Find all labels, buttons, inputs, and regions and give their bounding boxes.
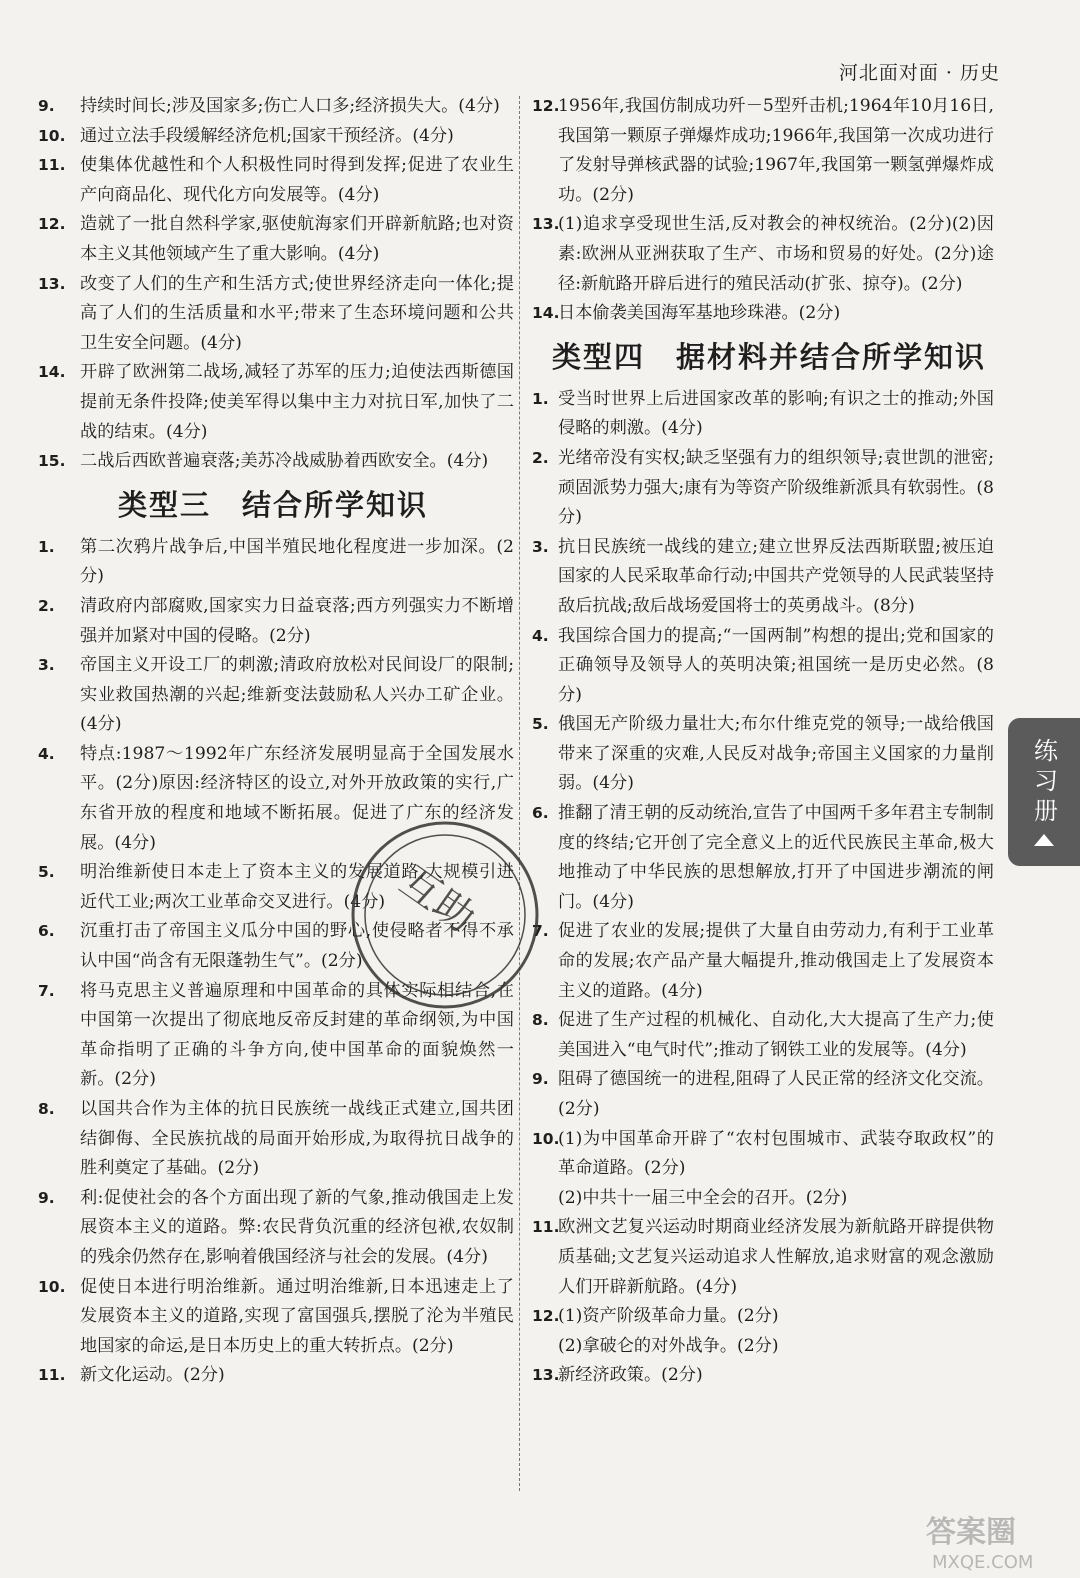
answer-text <box>558 444 994 533</box>
answer-number: 5. <box>532 715 549 734</box>
svg-text:互助: 互助 <box>391 858 484 942</box>
answer-item <box>532 1361 994 1391</box>
answer-text <box>558 799 994 917</box>
answer-text <box>558 385 994 444</box>
answer-item <box>36 151 514 210</box>
answer-text <box>80 270 514 359</box>
answer-item <box>532 622 994 711</box>
answer-number: 11. <box>532 1218 560 1237</box>
answer-text <box>80 592 514 651</box>
answer-number: 12. <box>532 97 560 115</box>
answer-text-main: 阻碍了德国统一的进程,阻碍了人民正常的经济文化交流。(2分) <box>558 1069 994 1119</box>
answer-item <box>532 710 994 799</box>
answer-item <box>36 740 514 858</box>
answer-number: 11. <box>38 1366 66 1385</box>
answer-number: 2. <box>38 596 55 615</box>
answer-item <box>36 1361 514 1391</box>
answer-number: 3. <box>38 656 55 675</box>
answer-text-main: 新经济政策。(2分) <box>558 1365 703 1386</box>
answer-item <box>36 92 514 122</box>
answer-text <box>558 622 994 711</box>
answer-item <box>532 1213 994 1302</box>
answer-text <box>80 447 514 477</box>
answer-text-main: 促使日本进行明治维新。通过明治维新,日本迅速走上了发展资本主义的道路,实现了富国强兵,摆脱了沦为半殖民地国家的命运,是日本历史上的重大转折点。(2分) <box>80 1276 514 1356</box>
answer-text-main: 特点:1987～1992年广东经济发展明显高于全国发展水平。(2分)原因:经济特区的设立,对外开放政策的实行,广东省开放的程度和地域不断拓展。促进了广东的经济发展。(4分) <box>80 743 514 853</box>
triangle-up-icon <box>1034 834 1054 846</box>
answer-item <box>532 1302 994 1361</box>
answer-text <box>80 358 514 447</box>
answer-text <box>558 917 994 1006</box>
answer-text-main: 改变了人们的生产和生活方式;使世界经济走向一体化;提高了人们的生活质量和水平;带来了生态环境问题和公共卫生安全问题。(4分) <box>80 273 514 353</box>
answer-text-main: (1)资产阶级革命力量。(2分) <box>558 1306 779 1327</box>
answer-text-main: (1)为中国革命开辟了“农村包围城市、武装夺取政权”的革命道路。(2分) <box>558 1128 994 1179</box>
answer-text <box>80 858 514 917</box>
section-title-type3: 类型三 结合所学知识 <box>118 487 429 522</box>
answer-text-main: 将马克思主义普遍原理和中国革命的具体实际相结合,在中国第一次提出了彻底地反帝反封建的革命纲领,为中国革命指明了正确的斗争方向,使中国革命的面貌焕然一新。(2分) <box>80 980 514 1090</box>
answer-item <box>532 299 994 329</box>
answer-text-main: 日本偷袭美国海军基地珍珠港。(2分) <box>558 303 841 324</box>
answer-item <box>36 1184 514 1273</box>
answer-text <box>80 1095 514 1184</box>
side-tab-exercise-book[interactable] <box>1008 718 1080 866</box>
answer-item <box>36 533 514 592</box>
answer-text <box>558 533 994 622</box>
answer-item <box>36 592 514 651</box>
answer-number: 7. <box>532 922 549 941</box>
answer-item <box>36 122 514 152</box>
answer-item <box>532 92 994 210</box>
answer-text-main: 通过立法手段缓解经济危机;国家干预经济。(4分) <box>80 125 454 146</box>
answer-text-main: 新文化运动。(2分) <box>80 1365 225 1386</box>
side-tab-label: 练习册 <box>1029 738 1058 828</box>
answer-number: 1. <box>38 537 55 556</box>
answer-item <box>532 385 994 444</box>
answer-item <box>36 917 514 976</box>
answer-text-main: 造就了一批自然科学家,驱使航海家们开辟新航路;也对资本主义其他领域产生了重大影响。(4分) <box>80 214 514 264</box>
answer-number: 6. <box>38 922 55 941</box>
answer-number: 14. <box>532 304 560 323</box>
answer-text <box>558 1361 994 1391</box>
svg-text:MXQE.COM: MXQE.COM <box>932 1552 1034 1573</box>
answer-item <box>532 533 994 622</box>
answer-number: 3. <box>532 537 549 556</box>
answer-item <box>36 358 514 447</box>
answer-number: 10. <box>532 1129 560 1148</box>
answer-item <box>36 1095 514 1184</box>
left-top-answers <box>36 92 514 477</box>
answer-text <box>80 651 514 740</box>
answer-text-main: 开辟了欧洲第二战场,减轻了苏军的压力;迫使法西斯德国提前无条件投降;使美军得以集中主力对抗日军,加快了二战的结束。(4分) <box>80 362 514 442</box>
answer-number: 13. <box>532 1366 560 1385</box>
answer-text-main: (1)追求享受现世生活,反对教会的神权统治。(2分)(2)因素:欧洲从亚洲获取了生产、市场和贸易的好处。(2分)途径:新航路开辟后进行的殖民活动(扩张、掠夺)。(2分) <box>558 214 994 294</box>
answer-text <box>558 1302 994 1361</box>
answer-item <box>36 651 514 740</box>
answer-number: 12. <box>38 215 66 234</box>
column-divider <box>519 96 520 1491</box>
answer-text-main: 沉重打击了帝国主义瓜分中国的野心,使侵略者不得不承认中国“尚含有无限蓬勃生气”。(2分) <box>80 921 514 972</box>
answer-text <box>558 1213 994 1302</box>
answer-text <box>80 977 514 1095</box>
answer-number: 8. <box>532 1011 549 1030</box>
answer-number: 11. <box>38 156 66 175</box>
answer-text-sub: (2)中共十一届三中全会的召开。(2分) <box>558 1187 848 1208</box>
answer-text <box>80 92 514 122</box>
answer-text <box>558 710 994 799</box>
answer-text <box>80 122 514 152</box>
answer-number: 8. <box>38 1100 55 1118</box>
answer-text-main: 帝国主义开设工厂的刺激;清政府放松对民间设厂的限制;实业救国热潮的兴起;维新变法鼓励私人兴办工矿企业。(4分) <box>80 655 514 735</box>
answer-item <box>36 447 514 477</box>
right-column <box>532 92 994 1391</box>
answer-text-main: 促进了农业的发展;提供了大量自由劳动力,有利于工业革命的发展;农产品产量大幅提升,推动俄国走上了发展资本主义的道路。(4分) <box>558 921 994 1001</box>
answer-text <box>80 1184 514 1273</box>
answer-number: 7. <box>38 981 55 1000</box>
answer-text-main: 使集体优越性和个人积极性同时得到发挥;促进了农业生产向商品化、现代化方向发展等。(4分) <box>80 155 514 205</box>
answer-number: 4. <box>38 744 55 763</box>
answer-item <box>36 977 514 1095</box>
answer-number: 13. <box>38 274 66 293</box>
answer-text <box>80 917 514 976</box>
answer-item <box>532 1006 994 1065</box>
answer-number: 14. <box>38 363 66 382</box>
answer-item <box>532 1065 994 1124</box>
answer-number: 4. <box>532 626 549 645</box>
section-title-type4: 类型四 据材料并结合所学知识 <box>552 339 987 374</box>
svg-text:答案圈: 答案圈 <box>926 1515 1016 1550</box>
answer-number: 10. <box>38 1277 66 1296</box>
answer-number: 9. <box>38 1188 55 1207</box>
answer-text-sub: (2)拿破仑的对外战争。(2分) <box>558 1335 779 1356</box>
corner-logo <box>922 1504 1072 1574</box>
answer-text-main: 明治维新使日本走上了资本主义的发展道路,大规模引进近代工业;两次工业革命交叉进行。(4分) <box>80 862 514 912</box>
answer-text-main: 光绪帝没有实权;缺乏坚强有力的组织领导;袁世凯的泄密;顽固派势力强大;康有为等资产阶级维新派具有软弱性。(8分) <box>558 447 994 528</box>
page-header: 河北面对面 · 历史 <box>838 62 1000 84</box>
answer-item <box>36 1273 514 1362</box>
answer-item <box>36 858 514 917</box>
answer-number: 10. <box>38 126 66 145</box>
answer-text-main: 二战后西欧普遍衰落;美苏冷战威胁着西欧安全。(4分) <box>80 451 489 472</box>
answer-number: 9. <box>532 1070 549 1089</box>
answer-number: 13. <box>532 215 560 234</box>
answer-item <box>532 1125 994 1214</box>
answer-text-main: 促进了生产过程的机械化、自动化,大大提高了生产力;使美国进入“电气时代”;推动了钢铁工业的发展等。(4分) <box>558 1010 994 1060</box>
answer-text <box>558 1006 994 1065</box>
answer-item <box>36 210 514 269</box>
answer-text <box>80 1361 514 1391</box>
left-column <box>36 92 514 1391</box>
answer-text <box>80 210 514 269</box>
answer-number: 5. <box>38 863 55 882</box>
section-type4-answers <box>532 385 994 1391</box>
answer-text-main: 受当时世界上后进国家改革的影响;有识之士的推动;外国侵略的刺激。(4分) <box>558 388 994 439</box>
answer-number: 9. <box>38 97 55 115</box>
answer-text <box>558 210 994 299</box>
answer-text-main: 利:促使社会的各个方面出现了新的气象,推动俄国走上发展资本主义的道路。弊:农民背负沉重的经济包袱,农奴制的残余仍然存在,影响着俄国经济与社会的发展。(4分) <box>80 1187 514 1267</box>
answer-text <box>80 740 514 858</box>
answer-number: 6. <box>532 804 549 823</box>
answer-item <box>532 210 994 299</box>
answer-text <box>558 92 994 210</box>
answer-text <box>80 151 514 210</box>
answer-text <box>558 1065 994 1124</box>
answer-text <box>558 299 994 329</box>
answer-item <box>532 917 994 1006</box>
answer-text-main: 抗日民族统一战线的建立;建立世界反法西斯联盟;被压迫国家的人民采取革命行动;中国共产党领导的人民武装坚持敌后抗战;敌后战场爱国将士的英勇战斗。(8分) <box>558 536 994 616</box>
answer-item <box>532 799 994 917</box>
answer-number: 1. <box>532 389 549 408</box>
answer-text-main: 清政府内部腐败,国家实力日益衰落;西方列强实力不断增强并加紧对中国的侵略。(2分) <box>80 595 514 646</box>
answer-text-main: 1956年,我国仿制成功歼－5型歼击机;1964年10月16日,我国第一颗原子弹爆炸成功;1966年,我国第一次成功进行了发射导弹核武器的试验;1967年,我国第一颗氢弹爆炸成功。(2分) <box>558 96 994 205</box>
answer-item <box>532 444 994 533</box>
answer-text-main: 欧洲文艺复兴运动时期商业经济发展为新航路开辟提供物质基础;文艺复兴运动追求人性解放,追求财富的观念激励人们开辟新航路。(4分) <box>558 1217 994 1297</box>
answer-text <box>80 1273 514 1362</box>
answer-number: 15. <box>38 452 66 471</box>
answer-text-main: 推翻了清王朝的反动统治,宣告了中国两千多年君主专制制度的终结;它开创了完全意义上的近代民族民主革命,极大地推动了中华民族的思想解放,打开了中国进步潮流的闸门。(4分) <box>558 803 994 912</box>
answer-number: 12. <box>532 1307 560 1326</box>
section-type3-answers <box>36 533 514 1391</box>
answer-text-main: 以国共合作为主体的抗日民族统一战线正式建立,国共团结御侮、全民族抗战的局面开始形成,为取得抗日战争的胜利奠定了基础。(2分) <box>80 1099 514 1179</box>
answer-text-main: 俄国无产阶级力量壮大;布尔什维克党的领导;一战给俄国带来了深重的灾难,人民反对战争;帝国主义国家的力量削弱。(4分) <box>558 714 994 794</box>
answer-number: 2. <box>532 448 549 467</box>
answer-text-main: 第二次鸦片战争后,中国半殖民地化程度进一步加深。(2分) <box>80 536 514 587</box>
answer-text-main: 我国综合国力的提高;“一国两制”构想的提出;党和国家的正确领导及领导人的英明决策;祖国统一是历史必然。(8分) <box>558 625 994 705</box>
answer-text <box>558 1125 994 1214</box>
right-top-answers <box>532 92 994 329</box>
answer-text <box>80 533 514 592</box>
answer-text-main: 持续时间长;涉及国家多;伤亡人口多;经济损失大。(4分) <box>80 96 500 116</box>
answer-item <box>36 270 514 359</box>
